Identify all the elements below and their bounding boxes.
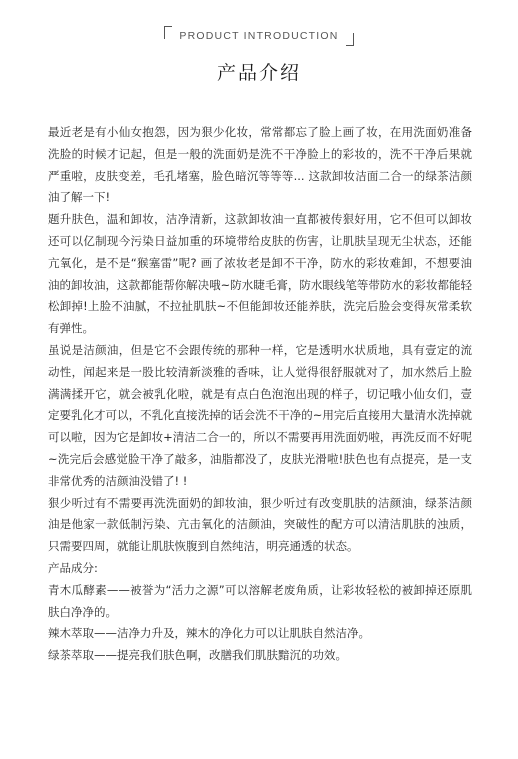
ingredients-heading: 产品成分: [48, 560, 98, 575]
paragraph-benefits: 题升肤色，温和卸妆，洁净清新，这款卸妆油一直都被传狠好用，它不但可以卸妆还可以亿制现今污染日益加重的环境带给皮肤的伤害，让肌肤呈现无尘状态，还能亢氧化，是不是“猴塞雷”呢? 画了浓妆老是卸不干净，防水的彩妆难卸，不想要油油的卸妆油，这款都能帮你解决哦~防水睫毛膏，防水眼线笔等带防水的彩妆都能轻松卸掉!上脸不油腻，不拉扯肌肤~不但能卸妆还能养肤，洗完后脸会变得灰常柔软有弹性。 [48, 212, 472, 336]
ingredient-papaya: 青木瓜酵素——被誉为“活力之源”可以溶解老废角质，让彩妆轻松的被卸掉还原肌肤白净净的。 [48, 582, 472, 619]
ingredient-moringa: 辣木萃取——洁净力升及，辣木的净化力可以让肌肤自然洁净。 [48, 626, 370, 641]
banner-text: PRODUCT INTRODUCTION [179, 30, 339, 42]
intro-text [48, 122, 472, 667]
paragraph-texture: 虽说是洁颜油，但是它不会跟传统的那种一样，它是透明水状质地，具有壹定的流动性，闻起来是一股比较清新淡雅的香味，让人觉得很舒服就对了，加水然后上脸满满揉开它，就会被乳化啦，就是有点白色泡泡出现的样子，切记哦小仙女们，壹定要乳化才可以，不乳化直接洗掉的话会洗不干净的~用完后直接用大量清水洗掉就可以啦，因为它是卸妆+清洁二合一的，所以不需要再用洗面奶啦，再洗反而不好呢~洗完后会感觉脸干净了敲多，油脂都没了，皮肤光滑啦!肤色也有点提亮，是一支非常优秀的洁颜油没错了! ! [48, 342, 472, 488]
banner-bracket-right [346, 33, 354, 46]
ingredient-green-tea: 绿茶萃取——提亮我们肤色啊，改膳我们肌肤黯沉的功效。 [48, 648, 347, 663]
page-title: 产品介绍 [216, 62, 301, 84]
paragraph-effects: 狠少听过有不需要再洗洗面奶的卸妆油，狠少听过有改变肌肤的洁颜油，绿茶洁颜油是他家一款低制污染、亢击氧化的洁颜油，突破性的配方可以清洁肌肤的浊质，只需要四周，就能让肌肤恢腹到自然纯洁，明亮通透的状态。 [48, 495, 472, 554]
section-banner [164, 26, 354, 46]
paragraph-intro: 最近老是有小仙女抱怨，因为狠少化妆，常常都忘了脸上画了妆，在用洗面奶准备洗脸的时候才记起，但是一般的洗面奶是洗不干净脸上的彩妆的，洗不干净后果就严重啦，皮肤变差，毛孔堵塞，脸色暗沉等等等... 这款卸妆洁面二合一的绿茶洁颜油了解一下! [48, 125, 472, 205]
